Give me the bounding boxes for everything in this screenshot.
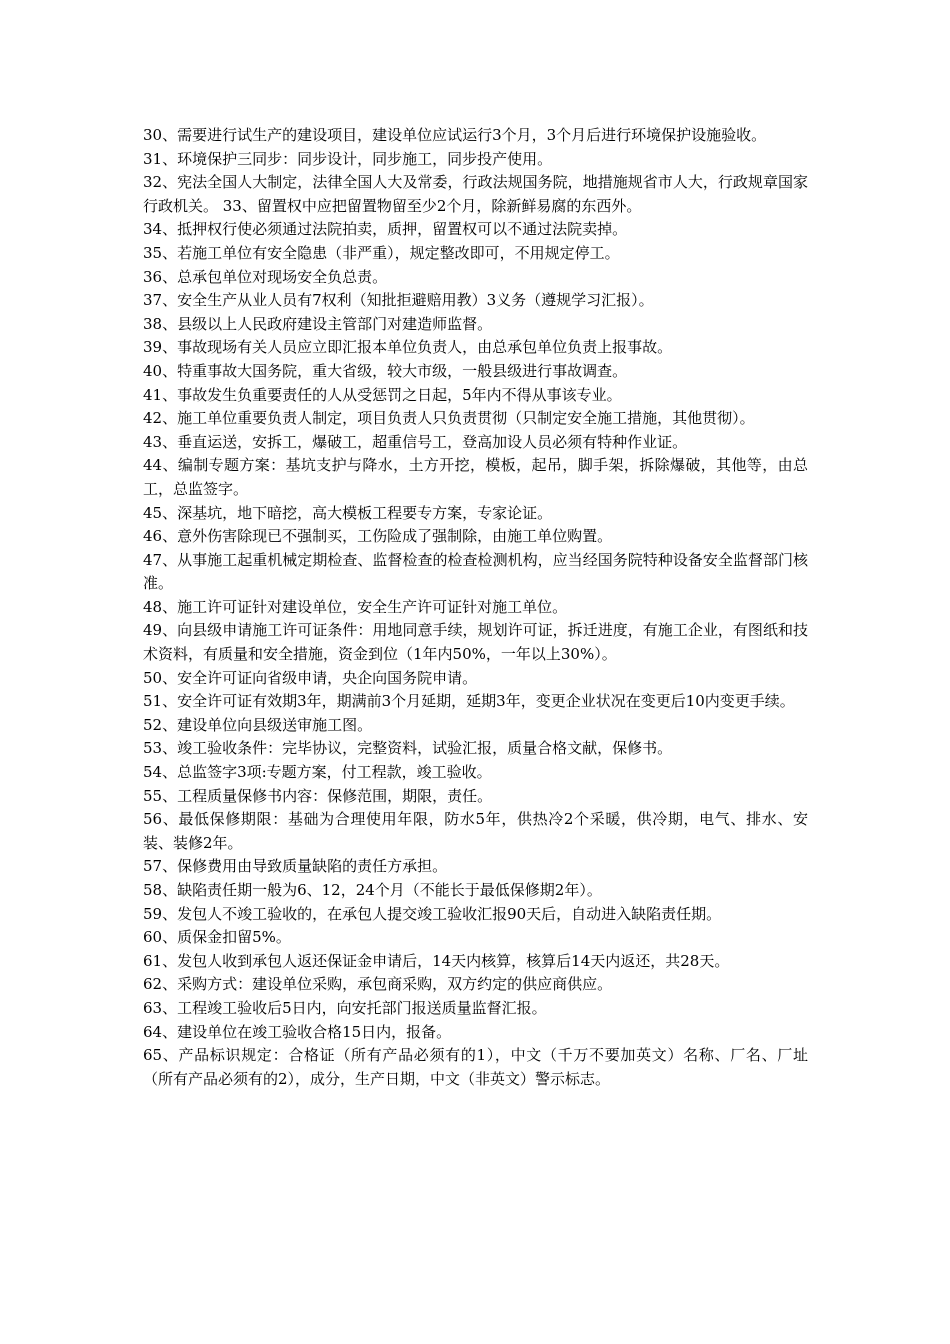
paragraph-31: 31、环境保护三同步：同步设计，同步施工，同步投产使用。 bbox=[143, 149, 553, 168]
paragraph-57: 57、保修费用由导致质量缺陷的责任方承担。 bbox=[143, 857, 448, 876]
paragraph-48: 48、施工许可证针对建设单位，安全生产许可证针对施工单位。 bbox=[143, 597, 568, 616]
paragraph-51: 51、安全许可证有效期3年，期满前3个月延期，延期3年，变更企业状况在变更后10内变更手续。 bbox=[143, 692, 795, 711]
paragraph-59: 59、发包人不竣工验收的，在承包人提交竣工验收汇报90天后，自动进入缺陷责任期。 bbox=[143, 904, 722, 923]
paragraph-47: 47、从事施工起重机械定期检查、监督检查的检查检测机构，应当经国务院特种设备安全监督部门核准。 bbox=[143, 550, 808, 593]
document-body bbox=[143, 124, 808, 1091]
paragraph-32: 32、宪法全国人大制定，法律全国人大及常委，行政法规国务院，地措施规省市人大，行政规章国家行政机关。 33、留置权中应把留置物留至少2个月，除新鲜易腐的东西外。 bbox=[143, 173, 808, 215]
paragraph-46: 46、意外伤害除现已不强制买，工伤险成了强制除，由施工单位购置。 bbox=[143, 527, 613, 546]
paragraph-39: 39、事故现场有关人员应立即汇报本单位负责人，由总承包单位负责上报事故。 bbox=[143, 338, 673, 357]
paragraph-44: 44、编制专题方案：基坑支护与降水，土方开挖，模板，起吊，脚手架，拆除爆破，其他等，由总工，总监签字。 bbox=[143, 456, 808, 498]
paragraph-65: 65、产品标识规定：合格证（所有产品必须有的1），中文（千万不要加英文）名称、厂名、厂址（所有产品必须有的2），成分，生产日期，中文（非英文）警示标志。 bbox=[143, 1046, 808, 1088]
paragraph-63: 63、工程竣工验收后5日内，向安托部门报送质量监督汇报。 bbox=[143, 998, 547, 1017]
paragraph-37: 37、安全生产从业人员有7权利（知批拒避赔用教）3义务（遵规学习汇报）。 bbox=[143, 291, 654, 310]
paragraph-50: 50、安全许可证向省级申请，央企向国务院申请。 bbox=[143, 668, 478, 687]
paragraph-53: 53、竣工验收条件：完毕协议，完整资料，试验汇报，质量合格文献，保修书。 bbox=[143, 739, 673, 758]
paragraph-35: 35、若施工单位有安全隐患（非严重），规定整改即可，不用规定停工。 bbox=[143, 243, 620, 262]
paragraph-40: 40、特重事故大国务院，重大省级，较大市级，一般县级进行事故调查。 bbox=[143, 361, 628, 380]
paragraph-43: 43、垂直运送，安拆工，爆破工，超重信号工，登高加设人员必须有特种作业证。 bbox=[143, 432, 688, 451]
paragraph-41: 41、事故发生负重要责任的人从受惩罚之日起，5年内不得从事该专业。 bbox=[143, 385, 622, 404]
paragraph-64: 64、建设单位在竣工验收合格15日内，报备。 bbox=[143, 1022, 452, 1041]
paragraph-62: 62、采购方式：建设单位采购，承包商采购，双方约定的供应商供应。 bbox=[143, 975, 613, 994]
paragraph-45: 45、深基坑，地下暗挖，高大模板工程要专方案，专家论证。 bbox=[143, 503, 553, 522]
paragraph-42: 42、施工单位重要负责人制定，项目负责人只负责贯彻（只制定安全施工措施，其他贯彻）。 bbox=[143, 409, 755, 428]
paragraph-38: 38、县级以上人民政府建设主管部门对建造师监督。 bbox=[143, 314, 493, 333]
paragraph-52: 52、建设单位向县级送审施工图。 bbox=[143, 715, 373, 734]
paragraph-34: 34、抵押权行使必须通过法院拍卖，质押，留置权可以不通过法院卖掉。 bbox=[143, 220, 628, 239]
paragraph-30: 30、需要进行试生产的建设项目，建设单位应试运行3个月，3个月后进行环境保护设施验收。 bbox=[143, 126, 767, 144]
paragraph-61: 61、发包人收到承包人返还保证金申请后，14天内核算，核算后14天内返还，共28天。 bbox=[143, 951, 730, 970]
paragraph-56: 56、最低保修期限：基础为合理使用年限，防水5年，供热冷2个采暖，供冷期，电气、排水、安装、装修2年。 bbox=[143, 810, 808, 852]
paragraph-49: 49、向县级申请施工许可证条件：用地同意手续，规划许可证，拆迁进度，有施工企业，有图纸和技术资料，有质量和安全措施，资金到位（1年内50%，一年以上30%）。 bbox=[143, 621, 808, 664]
paragraph-55: 55、工程质量保修书内容：保修范围，期限，责任。 bbox=[143, 786, 493, 805]
paragraph-58: 58、缺陷责任期一般为6、12，24个月（不能长于最低保修期2年）。 bbox=[143, 881, 602, 899]
paragraph-36: 36、总承包单位对现场安全负总责。 bbox=[143, 267, 388, 286]
paragraph-60: 60、质保金扣留5%。 bbox=[143, 928, 291, 947]
paragraph-54: 54、总监签字3项:专题方案，付工程款，竣工验收。 bbox=[143, 763, 492, 782]
